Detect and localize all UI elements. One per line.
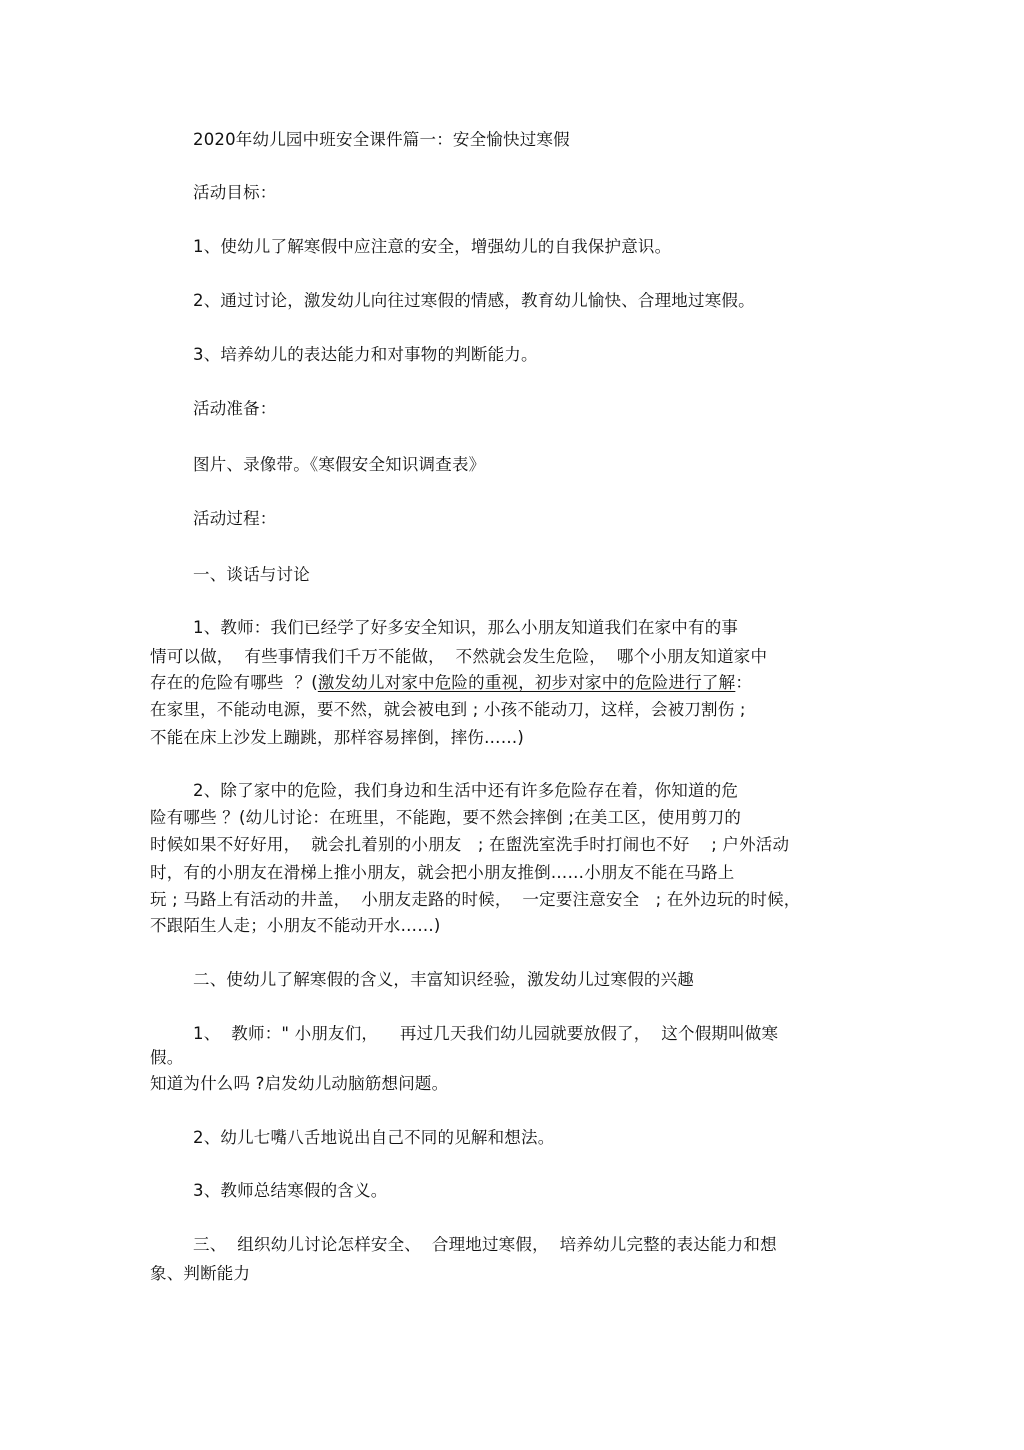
s1-p2-line-3: 时候如果不好好用， 就会扎着别的小朋友 ; 在盥洗室洗手时打闹也不好 ; 户外活动 (150, 835, 790, 854)
s2-p1-line-3: 知道为什么吗 ?启发幼儿动脑筋想问题。 (150, 1074, 449, 1093)
s1-p1-line-3 (150, 672, 752, 694)
s2-p3: 3、教师总结寒假的含义。 (193, 1181, 388, 1200)
section-1-heading: 一、谈话与讨论 (193, 565, 310, 584)
s1-p2-line-1: 2、除了家中的危险，我们身边和生活中还有许多危险存在着，你知道的危 (193, 781, 739, 800)
s2-p2: 2、幼儿七嘴八舌地说出自己不同的见解和想法。 (193, 1128, 555, 1147)
s1-p1-underlined-note: 激发幼儿对家中危险的重视，初步对家中的危险进行了解 (317, 673, 736, 692)
goal-item-1: 1、使幼儿了解寒假中应注意的安全，增强幼儿的自我保护意识。 (193, 237, 672, 256)
s1-p1-line-2: 情可以做， 有些事情我们千万不能做， 不然就会发生危险， 哪个小朋友知道家中 (150, 647, 768, 666)
section-2-heading: 二、使幼儿了解寒假的含义，丰富知识经验，激发幼儿过寒假的兴趣 (193, 970, 694, 989)
goal-item-3: 3、培养幼儿的表达能力和对事物的判断能力。 (193, 345, 538, 364)
s1-p2-line-6: 不跟陌生人走；小朋友不能动开水……) (150, 916, 441, 935)
section-3-line-2: 象、判断能力 (150, 1264, 251, 1283)
document-title: 2020年幼儿园中班安全课件篇一：安全愉快过寒假 (193, 130, 570, 149)
goals-heading: 活动目标： (193, 183, 277, 202)
s1-p1-line-5: 不能在床上沙发上蹦跳，那样容易摔倒，摔伤……) (150, 728, 525, 747)
s1-p1-line-3-end: ： (735, 673, 753, 692)
goal-item-2: 2、通过讨论，激发幼儿向往过寒假的情感，教育幼儿愉快、合理地过寒假。 (193, 291, 755, 310)
preparation-heading: 活动准备： (193, 399, 277, 418)
s1-p2-line-2: 险有哪些 ？(幼儿讨论：在班里，不能跑，要不然会摔倒 ;在美工区，使用剪刀的 (150, 808, 742, 827)
preparation-text: 图片、录像带。《寒假安全知识调查表》 (193, 455, 486, 474)
s1-p1-line-1: 1、教师：我们已经学了好多安全知识，那么小朋友知道我们在家中有的事 (193, 618, 739, 637)
s1-p2-line-5: 玩 ; 马路上有活动的井盖， 小朋友走路的时候， 一定要注意安全 ; 在外边玩的时候， (150, 890, 801, 909)
s1-p1-line-3-start: 存在的危险有哪些 ？( (150, 673, 318, 692)
s2-p1-line-1: 1、 教师：" 小朋友们， 再过几天我们幼儿园就要放假了， 这个假期叫做寒 (193, 1024, 779, 1043)
s1-p2-line-4: 时，有的小朋友在滑梯上推小朋友，就会把小朋友推倒……小朋友不能在马路上 (150, 863, 735, 882)
section-3-line-1: 三、 组织幼儿讨论怎样安全、 合理地过寒假， 培养幼儿完整的表达能力和想 (193, 1235, 777, 1254)
s2-p1-line-2: 假。 (150, 1048, 184, 1067)
s1-p1-line-4: 在家里，不能动电源，要不然，就会被电到 ; 小孩不能动刀，这样，会被刀割伤 ; (150, 700, 746, 719)
process-heading: 活动过程： (193, 509, 277, 528)
